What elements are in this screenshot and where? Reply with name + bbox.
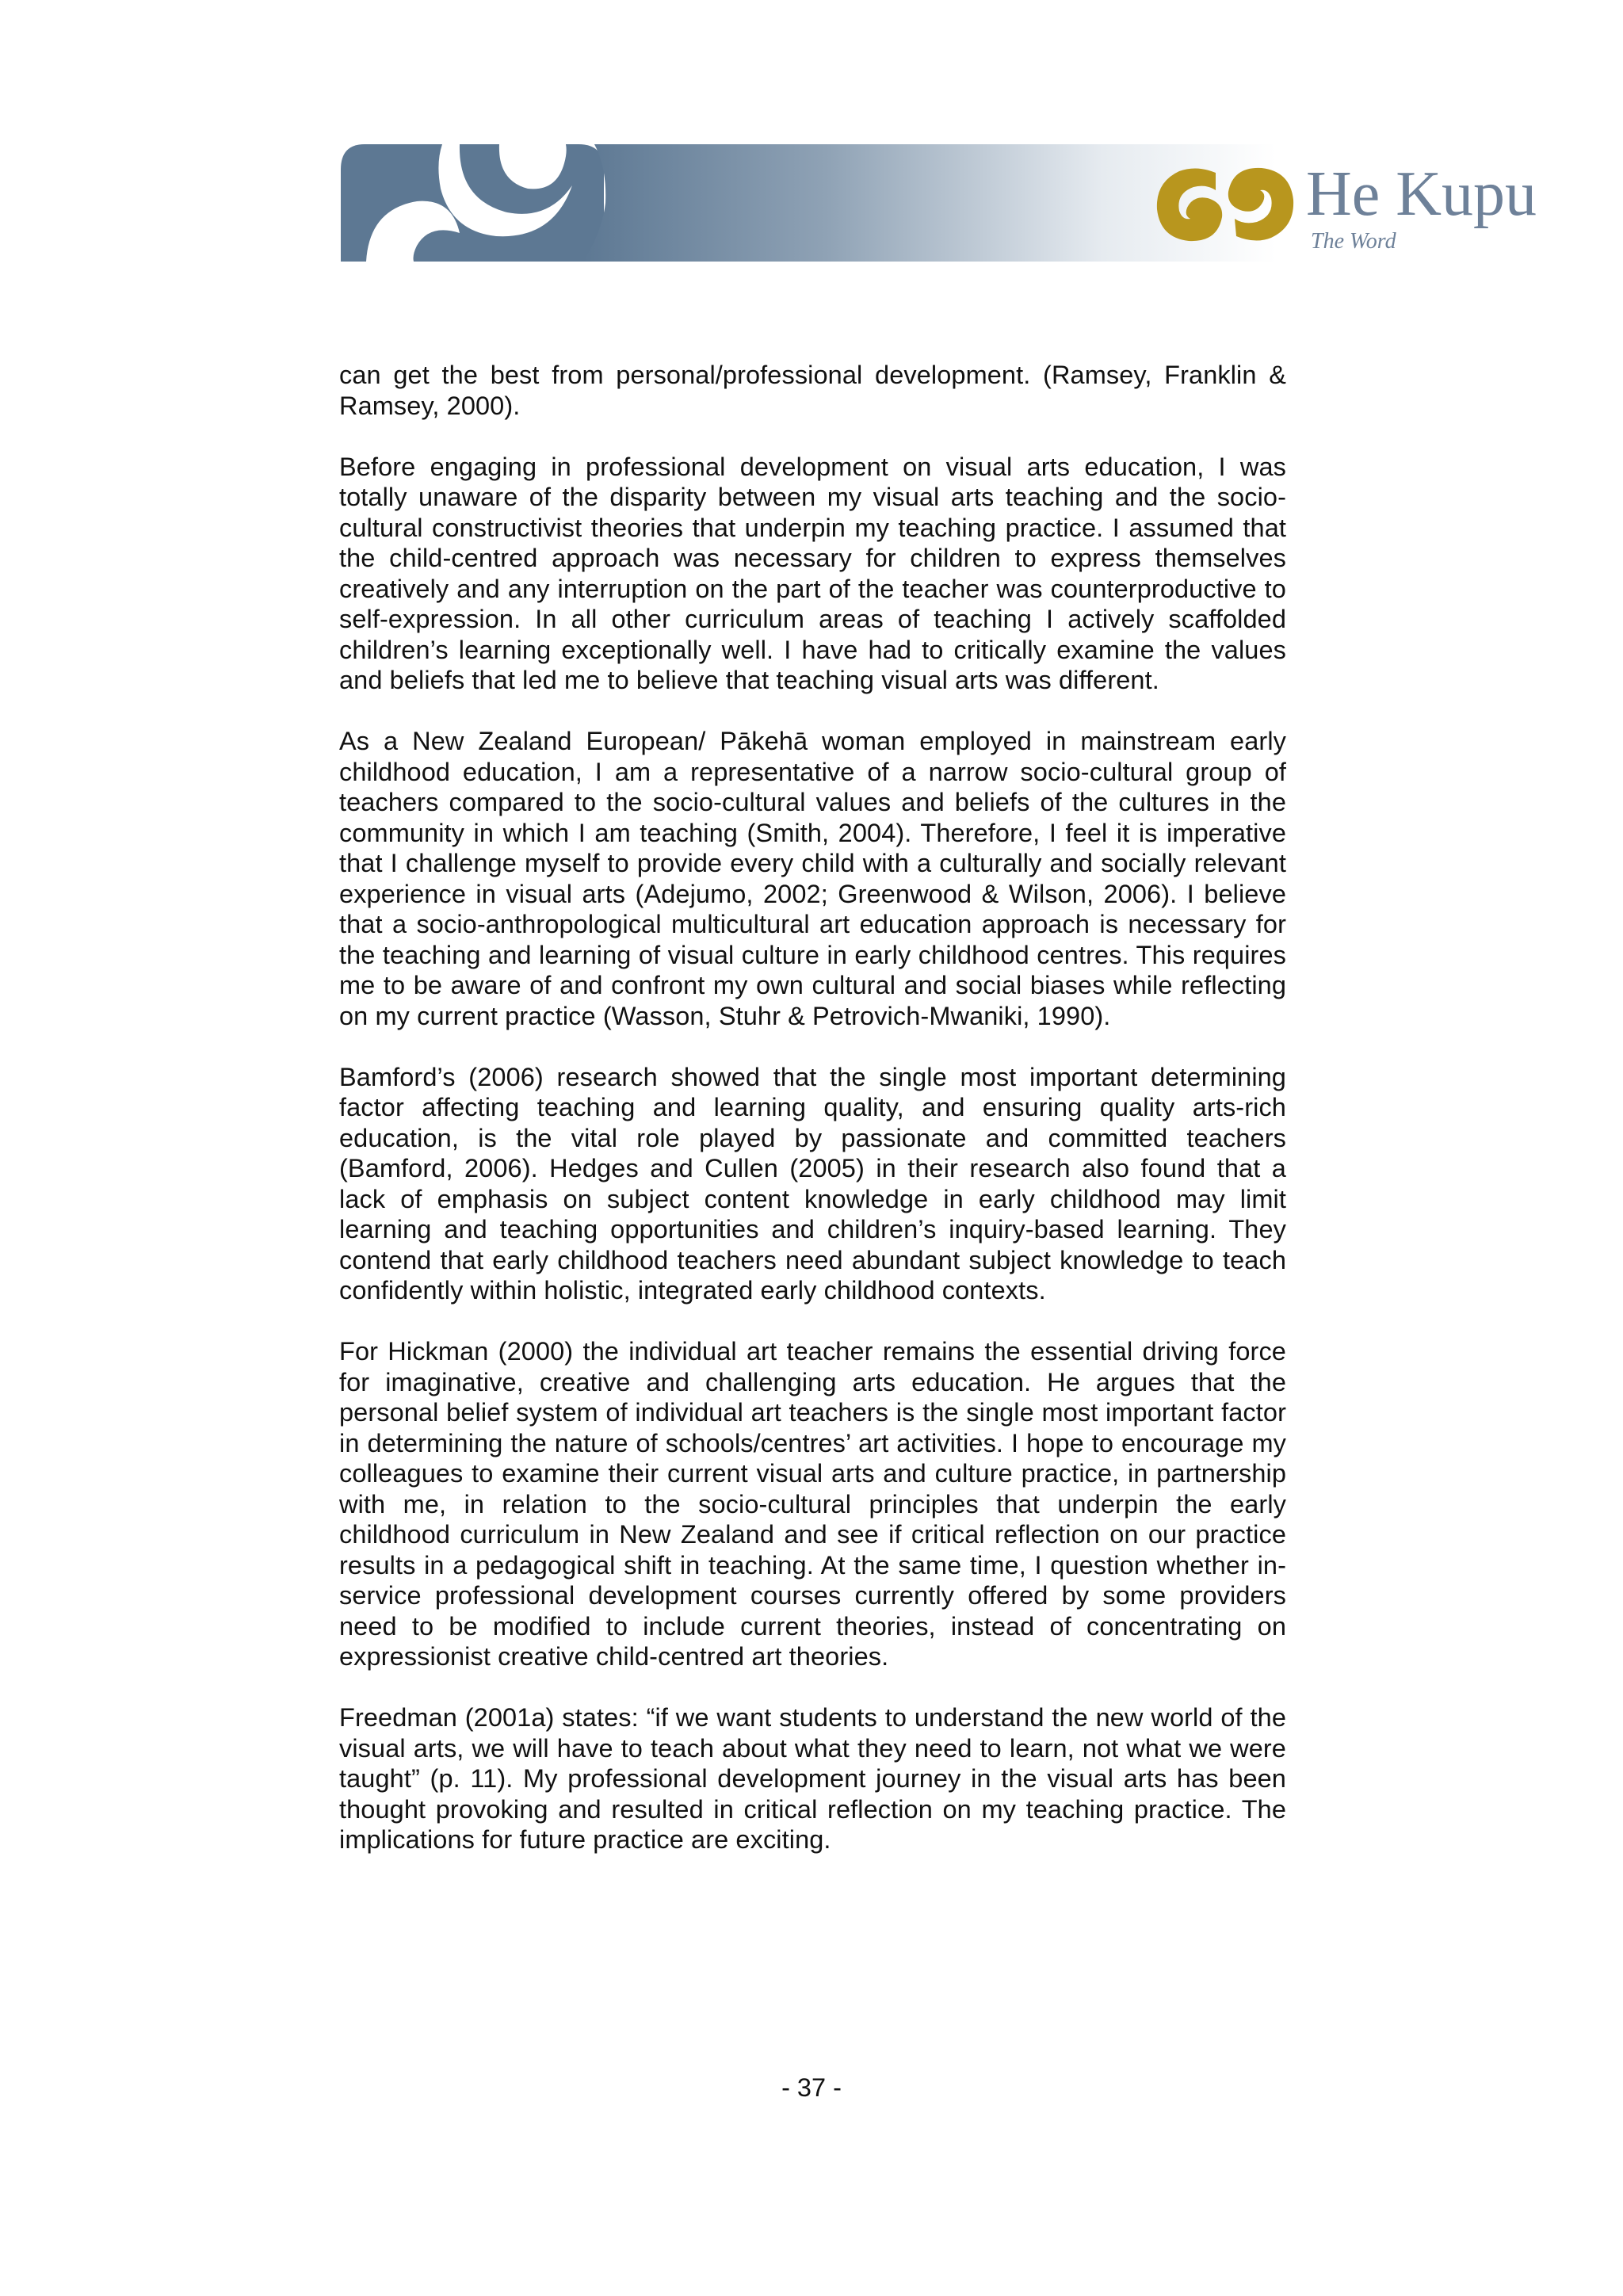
paragraph: Bamford’s (2006) research showed that the single most important determining factor affecting teaching and learning quality, and ensuring quality arts-rich education, is the vital role played by passionate and committed teachers (Bamford, 2006). Hedges and Cullen (2005) in their research also found that a lack of emphasis on subject content knowledge in early childhood may limit learning and teaching opportunities and children’s inquiry-based learning. They contend that early childhood teachers need abundant subject knowledge to teach confidently within holistic, integrated early childhood contexts. (339, 1062, 1286, 1305)
brand-subtitle: The Word (1311, 229, 1396, 254)
paragraph: Before engaging in professional development on visual arts education, I was totally unaware of the disparity between my visual arts teaching and the socio-cultural constructivist theories that underpin my teaching practice. I assumed that the child-centred approach was necessary for children to express themselves creatively and any interruption on the part of the teacher was counterproductive to self-expression. In all other curriculum areas of teaching I actively scaffolded children’s learning exceptionally well. I have had to critically examine the values and beliefs that led me to believe that teaching visual arts was different. (339, 452, 1286, 694)
paragraph: For Hickman (2000) the individual art teacher remains the essential driving force for imaginative, creative and challenging arts education. He argues that the personal belief system of individual art teachers is the single most important factor in determining the nature of schools/centres’ art activities. I hope to encourage my colleagues to examine their current visual arts and culture practice, in partnership with me, in relation to the socio-cultural principles that underpin the early childhood curriculum in New Zealand and see if critical reflection on our practice results in a pedagogical shift in teaching. At the same time, I question whether in-service professional development courses currently offered by some providers need to be modified to include current theories, instead of concentrating on expressionist creative child-centred art theories. (339, 1337, 1286, 1671)
article-body (339, 360, 1286, 1885)
banner-swirl-icon (341, 144, 604, 262)
brand-title: He Kupu (1306, 159, 1537, 229)
page-number: - 37 - (781, 2073, 842, 2102)
paragraph: As a New Zealand European/ Pākehā woman employed in mainstream early childhood education, I am a representative of a narrow socio-cultural group of teachers compared to the socio-cultural values and beliefs of the cultures in the community in which I am teaching (Smith, 2004). Therefore, I feel it is imperative that I challenge myself to provide every child with a culturally and socially relevant experience in visual arts (Adejumo, 2002; Greenwood & Wilson, 2006). I believe that a socio-anthropological multicultural art education approach is necessary for the teaching and learning of visual culture in early childhood centres. This requires me to be aware of and confront my own cultural and social biases while reflecting on my current practice (Wasson, Stuhr & Petrovich-Mwaniki, 1990). (339, 727, 1286, 1030)
header-banner (341, 144, 1577, 262)
he-kupu-logo-icon (1151, 162, 1301, 247)
paragraph: can get the best from personal/professional development. (Ramsey, Franklin & Ramsey, 2000). (339, 361, 1286, 420)
paragraph: Freedman (2001a) states: “if we want students to understand the new world of the visual arts, we will have to teach about what they need to learn, not what we were taught” (p. 11). My professional development journey in the visual arts has been thought provoking and resulted in critical reflection on my teaching practice. The implications for future practice are exciting. (339, 1703, 1286, 1854)
